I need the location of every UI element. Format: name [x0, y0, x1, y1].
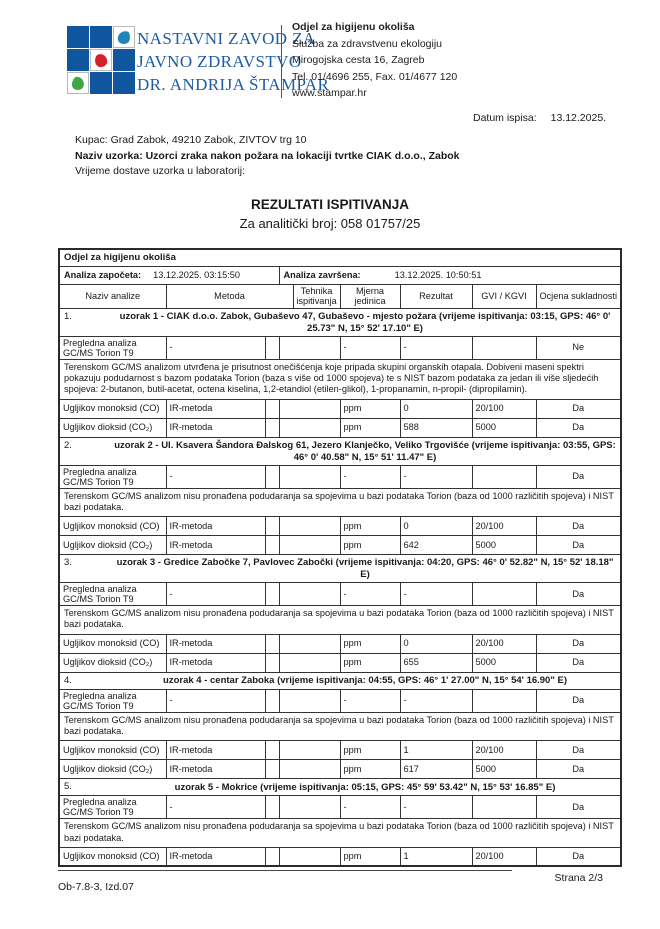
- measurement-row: [59, 741, 621, 760]
- column-header-row: [59, 284, 621, 308]
- sample-number: 4.: [64, 674, 72, 686]
- institute-name-line: DR. ANDRIJA ŠTAMPAR: [137, 75, 330, 94]
- sample-header-row: [59, 555, 621, 583]
- analysis-name-cell: Ugljikov monoksid (CO): [59, 847, 166, 866]
- measurement-row: [59, 418, 621, 437]
- col-header-gvi: GVI / KGVI: [472, 284, 536, 308]
- conformity-cell: Ne: [536, 336, 621, 359]
- analysis-start-label: Analiza započeta:: [64, 269, 142, 280]
- conformity-cell: Da: [536, 517, 621, 536]
- page-subtitle: Za analitički broj: 058 01757/25: [239, 216, 421, 231]
- conformity-cell: Da: [536, 796, 621, 819]
- spacer-cell: [265, 517, 279, 536]
- spacer-cell: [265, 796, 279, 819]
- measurement-row: [59, 399, 621, 418]
- sample-note-row: [59, 359, 621, 399]
- analysis-end-label: Analiza završena:: [283, 269, 361, 280]
- screening-row: [59, 583, 621, 606]
- delivery-time-line: Vrijeme dostave uzorka u laboratorij:: [75, 165, 246, 177]
- method-cell: -: [166, 336, 265, 359]
- spacer-cell: [265, 465, 279, 488]
- unit-cell: -: [340, 465, 400, 488]
- technique-cell: [279, 465, 340, 488]
- conformity-cell: Da: [536, 583, 621, 606]
- result-cell: 1: [400, 847, 472, 866]
- result-cell: -: [400, 796, 472, 819]
- sample-note-row: [59, 488, 621, 517]
- department-service: Služba za zdravstvenu ekologiju: [292, 37, 443, 50]
- col-header-mjerna: Mjerna jedinica: [340, 284, 400, 308]
- sample-header-row: [59, 308, 621, 336]
- technique-cell: [279, 653, 340, 672]
- sample-number: 1.: [64, 310, 72, 322]
- gvi-cell: [472, 583, 536, 606]
- measurement-row: [59, 653, 621, 672]
- result-cell: -: [400, 465, 472, 488]
- logo-square: [67, 26, 89, 48]
- analysis-name-cell: Pregledna analiza GC/MS Torion T9: [59, 465, 166, 488]
- gvi-cell: 20/100: [472, 847, 536, 866]
- technique-cell: [279, 536, 340, 555]
- sample-header-row: [59, 437, 621, 465]
- conformity-cell: Da: [536, 741, 621, 760]
- page-number: Strana 2/3: [554, 872, 603, 884]
- spacer-cell: [265, 399, 279, 418]
- unit-cell: -: [340, 583, 400, 606]
- table-head-rows: [59, 249, 621, 308]
- analysis-name-cell: Ugljikov monoksid (CO): [59, 741, 166, 760]
- technique-cell: [279, 418, 340, 437]
- sample-note-cell: Terenskom GC/MS analizom nisu pronađena podudaranja sa spojevima u bazi podataka Torion (baza od 1000 različitih spojeva) i NIST bazi podataka.: [59, 606, 621, 635]
- technique-cell: [279, 796, 340, 819]
- sample-title: uzorak 1 - CIAK d.o.o. Zabok, Gubaševo 47, Gubaševo - mjesto požara (vrijeme ispitivanja: 03:15, GPS: 46° 0' 25.73" N, 15° 52' 17.10" E): [119, 310, 611, 334]
- method-cell: IR-metoda: [166, 634, 265, 653]
- analysis-name-cell: Pregledna analiza GC/MS Torion T9: [59, 336, 166, 359]
- conformity-cell: Da: [536, 399, 621, 418]
- table-dept-cell: Odjel za higijenu okoliša: [59, 249, 621, 266]
- sample-number: 3.: [64, 557, 72, 569]
- unit-cell: ppm: [340, 418, 400, 437]
- unit-cell: ppm: [340, 741, 400, 760]
- analysis-name-cell: Pregledna analiza GC/MS Torion T9: [59, 583, 166, 606]
- result-cell: 642: [400, 536, 472, 555]
- method-cell: -: [166, 583, 265, 606]
- spacer-cell: [265, 536, 279, 555]
- analysis-name-cell: Pregledna analiza GC/MS Torion T9: [59, 689, 166, 712]
- result-cell: -: [400, 583, 472, 606]
- spacer-cell: [265, 689, 279, 712]
- technique-cell: [279, 634, 340, 653]
- conformity-cell: Da: [536, 418, 621, 437]
- unit-cell: ppm: [340, 399, 400, 418]
- print-date-value: 13.12.2025.: [550, 112, 607, 124]
- analysis-name-cell: Ugljikov dioksid (CO₂): [59, 536, 166, 555]
- technique-cell: [279, 399, 340, 418]
- print-date: [473, 112, 606, 124]
- method-cell: -: [166, 465, 265, 488]
- conformity-cell: Da: [536, 465, 621, 488]
- sample-header-row: [59, 672, 621, 689]
- analysis-name-cell: Pregledna analiza GC/MS Torion T9: [59, 796, 166, 819]
- spacer-cell: [265, 741, 279, 760]
- unit-cell: -: [340, 689, 400, 712]
- unit-cell: ppm: [340, 653, 400, 672]
- logo-square: [90, 49, 112, 71]
- technique-cell: [279, 741, 340, 760]
- measurement-row: [59, 634, 621, 653]
- screening-row: [59, 689, 621, 712]
- method-cell: IR-metoda: [166, 517, 265, 536]
- method-cell: IR-metoda: [166, 536, 265, 555]
- unit-cell: ppm: [340, 760, 400, 779]
- form-code: Ob-7.8-3, Izd.07: [58, 881, 134, 893]
- technique-cell: [279, 336, 340, 359]
- spacer-cell: [265, 760, 279, 779]
- analysis-end-value: 13.12.2025. 10:50:51: [394, 269, 482, 280]
- technique-cell: [279, 760, 340, 779]
- conformity-cell: Da: [536, 536, 621, 555]
- green-droplet-icon: [71, 76, 85, 91]
- sample-number: 2.: [64, 439, 72, 451]
- sample-title: uzorak 4 - centar Zaboka (vrijeme ispitivanja: 04:55, GPS: 46° 1' 27.00" N, 15° 54' 16.90" E): [163, 675, 567, 687]
- gvi-cell: 5000: [472, 418, 536, 437]
- method-cell: -: [166, 689, 265, 712]
- sample-note-row: [59, 606, 621, 635]
- sample-title: uzorak 3 - Gredice Zabočke 7, Pavlovec Zabočki (vrijeme ispitivanja: 04:20, GPS: 46° 0' 52.82" N, 15° 52' 18.18" E): [116, 557, 614, 581]
- analysis-start-cell: [59, 266, 279, 284]
- spacer-cell: [265, 847, 279, 866]
- teal-droplet-icon: [117, 29, 131, 44]
- sample-header-cell: [59, 308, 621, 336]
- screening-row: [59, 336, 621, 359]
- spacer-cell: [265, 634, 279, 653]
- spacer-cell: [265, 583, 279, 606]
- footer-divider: [58, 870, 512, 871]
- gvi-cell: [472, 689, 536, 712]
- sample-note-cell: Terenskom GC/MS analizom nisu pronađena podudaranja sa spojevima u bazi podataka Torion (baza od 1000 različitih spojeva) i NIST bazi podataka.: [59, 819, 621, 848]
- result-cell: 655: [400, 653, 472, 672]
- method-cell: IR-metoda: [166, 741, 265, 760]
- logo-square: [113, 26, 135, 48]
- gvi-cell: 5000: [472, 653, 536, 672]
- unit-cell: ppm: [340, 634, 400, 653]
- sample-note-cell: Terenskom GC/MS analizom nisu pronađena podudaranja sa spojevima u bazi podataka Torion (baza od 1000 različitih spojeva) i NIST bazi podataka.: [59, 712, 621, 741]
- gvi-cell: [472, 465, 536, 488]
- department-phone: Tel. 01/4696 255, Fax. 01/4677 120: [292, 70, 458, 83]
- sample-name-line: Naziv uzorka: Uzorci zraka nakon požara na lokaciji tvrtke CIAK d.o.o., Zabok: [75, 149, 460, 162]
- gvi-cell: [472, 336, 536, 359]
- department-block: [292, 19, 457, 102]
- institute-name-line: JAVNO ZDRAVSTVO: [137, 52, 302, 71]
- analysis-name-cell: Ugljikov dioksid (CO₂): [59, 653, 166, 672]
- gvi-cell: 20/100: [472, 741, 536, 760]
- measurement-row: [59, 760, 621, 779]
- sample-note-row: [59, 819, 621, 848]
- logo-square: [67, 49, 89, 71]
- method-cell: IR-metoda: [166, 847, 265, 866]
- logo-square: [113, 72, 135, 94]
- col-header-metoda: Metoda: [166, 284, 293, 308]
- sample-block: [59, 779, 621, 867]
- method-cell: IR-metoda: [166, 760, 265, 779]
- measurement-row: [59, 536, 621, 555]
- result-cell: 0: [400, 517, 472, 536]
- technique-cell: [279, 689, 340, 712]
- sample-header-cell: [59, 672, 621, 689]
- analysis-times-row: [59, 266, 621, 284]
- conformity-cell: Da: [536, 634, 621, 653]
- result-cell: -: [400, 689, 472, 712]
- method-cell: IR-metoda: [166, 418, 265, 437]
- col-header-ocjena: Ocjena sukladnosti: [536, 284, 621, 308]
- screening-row: [59, 796, 621, 819]
- logo-square: [90, 72, 112, 94]
- customer-line: Kupac: Grad Zabok, 49210 Zabok, ZIVTOV trg 10: [75, 134, 307, 146]
- sample-note-cell: Terenskom GC/MS analizom utvrđena je prisutnost onečišćenja koje pripada skupini organskih otapala. Dobiveni maseni spektri pokazuju podudarnost s bazom podataka Torion (baza s više od 1000 spojeva) te s NIST bazom podataka za jedan ili više sljedećih spojeva: 2-butanon, butil-acetat, octena kiselina, 1,2-etandiol (etilen-glikol), 1-propanamin, n-propil- (dipropilamin).: [59, 359, 621, 399]
- col-header-rezultat: Rezultat: [400, 284, 472, 308]
- unit-cell: ppm: [340, 847, 400, 866]
- result-cell: 0: [400, 399, 472, 418]
- sample-header-cell: [59, 555, 621, 583]
- sample-header-row: [59, 779, 621, 796]
- sample-note-cell: Terenskom GC/MS analizom nisu pronađena podudaranja sa spojevima u bazi podataka Torion (baza od 1000 različitih spojeva) i NIST bazi podataka.: [59, 488, 621, 517]
- print-date-label: Datum ispisa:: [473, 112, 537, 124]
- table-dept-row: [59, 249, 621, 266]
- col-header-naziv: Naziv analize: [59, 284, 166, 308]
- sample-block: [59, 672, 621, 779]
- sample-header-cell: [59, 779, 621, 796]
- analysis-start-value: 13.12.2025. 03:15:50: [153, 269, 240, 280]
- sample-title: uzorak 2 - Ul. Ksavera Šandora Đalskog 61, Jezero Klanječko, Veliko Trgovišće (vrijeme ispitivanja: 03:55, GPS: 46° 0' 40.58" N, 15° 51' 11.47" E): [114, 439, 616, 463]
- result-cell: 588: [400, 418, 472, 437]
- institute-name-line: NASTAVNI ZAVOD ZA: [137, 29, 316, 48]
- gvi-cell: 20/100: [472, 399, 536, 418]
- conformity-cell: Da: [536, 653, 621, 672]
- screening-row: [59, 465, 621, 488]
- institute-logo-icon: [67, 26, 135, 94]
- sample-note-row: [59, 712, 621, 741]
- method-cell: -: [166, 796, 265, 819]
- analysis-name-cell: Ugljikov dioksid (CO₂): [59, 418, 166, 437]
- page-title: REZULTATI ISPITIVANJA: [251, 197, 409, 212]
- analysis-name-cell: Ugljikov monoksid (CO): [59, 517, 166, 536]
- gvi-cell: 5000: [472, 760, 536, 779]
- analysis-end-cell: [279, 266, 621, 284]
- sample-number: 5.: [64, 781, 72, 793]
- sample-block: [59, 308, 621, 437]
- spacer-cell: [265, 336, 279, 359]
- sample-block: [59, 555, 621, 673]
- gvi-cell: 20/100: [472, 634, 536, 653]
- conformity-cell: Da: [536, 760, 621, 779]
- gvi-cell: 5000: [472, 536, 536, 555]
- technique-cell: [279, 517, 340, 536]
- method-cell: IR-metoda: [166, 653, 265, 672]
- analysis-name-cell: Ugljikov dioksid (CO₂): [59, 760, 166, 779]
- spacer-cell: [265, 653, 279, 672]
- result-cell: -: [400, 336, 472, 359]
- unit-cell: ppm: [340, 517, 400, 536]
- measurement-row: [59, 517, 621, 536]
- spacer-cell: [265, 418, 279, 437]
- unit-cell: ppm: [340, 536, 400, 555]
- analysis-name-cell: Ugljikov monoksid (CO): [59, 634, 166, 653]
- result-cell: 1: [400, 741, 472, 760]
- sample-title: uzorak 5 - Mokrice (vrijeme ispitivanja: 05:15, GPS: 45° 59' 53.42" N, 15° 53' 16.85" E): [174, 781, 556, 793]
- technique-cell: [279, 847, 340, 866]
- logo-square: [113, 49, 135, 71]
- logo-square: [90, 26, 112, 48]
- unit-cell: -: [340, 336, 400, 359]
- gvi-cell: 20/100: [472, 517, 536, 536]
- technique-cell: [279, 583, 340, 606]
- method-cell: IR-metoda: [166, 399, 265, 418]
- red-droplet-icon: [94, 52, 109, 68]
- department-website: www.stampar.hr: [292, 87, 367, 99]
- results-table: [58, 248, 622, 867]
- department-name: Odjel za higijenu okoliša: [292, 21, 415, 33]
- header-divider: [281, 25, 282, 98]
- sample-block: [59, 437, 621, 555]
- department-address: Mirogojska cesta 16, Zagreb: [292, 54, 425, 66]
- logo-square: [67, 72, 89, 94]
- analysis-name-cell: Ugljikov monoksid (CO): [59, 399, 166, 418]
- unit-cell: -: [340, 796, 400, 819]
- col-header-tehnika: Tehnika ispitivanja: [293, 284, 340, 308]
- measurement-row: [59, 847, 621, 866]
- gvi-cell: [472, 796, 536, 819]
- sample-header-cell: [59, 437, 621, 465]
- customer-block: [75, 133, 460, 180]
- conformity-cell: Da: [536, 689, 621, 712]
- conformity-cell: Da: [536, 847, 621, 866]
- result-cell: 0: [400, 634, 472, 653]
- result-cell: 617: [400, 760, 472, 779]
